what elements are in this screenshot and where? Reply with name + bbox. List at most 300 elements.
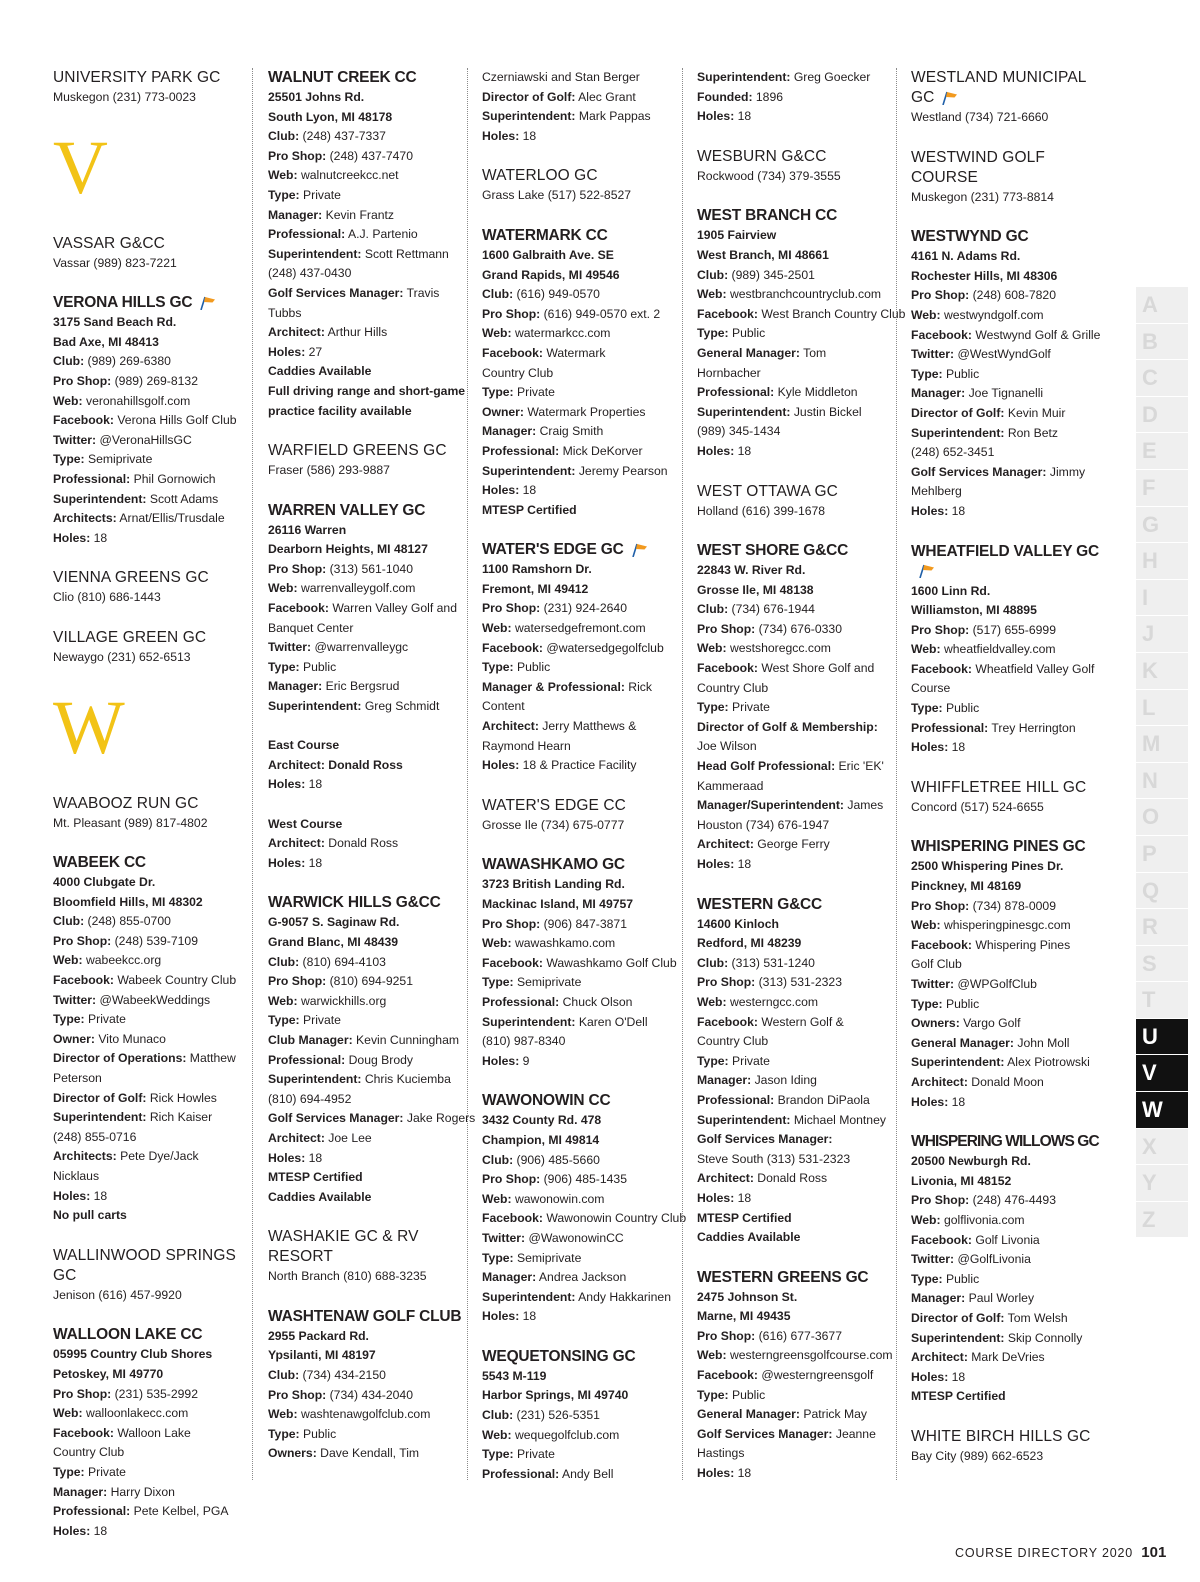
detail-line <box>53 470 253 490</box>
detail-line <box>53 814 253 834</box>
detail-bold: 14600 Kinloch <box>697 916 779 931</box>
detail-label: Web: <box>482 621 512 636</box>
detail-line <box>268 1109 476 1129</box>
detail-line <box>697 107 897 127</box>
course-name-text: VIENNA GREENS GC <box>53 569 209 587</box>
detail-label: Professional: <box>268 227 346 242</box>
detail-line <box>53 1069 253 1089</box>
course-name-text: WESTERN G&CC <box>697 895 823 913</box>
detail-value: Clio (810) 686-1443 <box>53 590 161 605</box>
detail-label: Holes: <box>697 857 735 871</box>
detail-label: Twitter: <box>53 432 97 447</box>
detail-label: Web: <box>697 641 727 656</box>
detail-label: Type: <box>268 1426 300 1441</box>
detail-label: Web: <box>268 581 298 596</box>
detail-value: 9 <box>522 1053 530 1068</box>
detail-value: wawashkamo.com <box>514 936 616 951</box>
detail-bold: Champion, MI 49814 <box>482 1132 600 1147</box>
detail-line <box>53 313 253 333</box>
detail-label: Pro Shop: <box>911 1193 970 1208</box>
detail-value: Wawonowin Country Club <box>546 1211 687 1226</box>
detail-label: Pro Shop: <box>697 1328 756 1343</box>
detail-line <box>911 1053 1111 1073</box>
detail-line <box>53 392 253 412</box>
detail-label: Holes: <box>697 443 735 458</box>
detail-line <box>268 1188 468 1208</box>
detail-line <box>482 816 682 836</box>
index-tab-s[interactable]: S <box>1136 946 1188 983</box>
detail-bold: Full driving range and short-game <box>268 383 466 398</box>
detail-label: Architect: <box>268 1130 325 1145</box>
detail-line <box>268 284 468 304</box>
page-number: 101 <box>1141 1544 1167 1561</box>
detail-value: (810) 694-4103 <box>302 954 386 969</box>
index-tab-z[interactable]: Z <box>1136 1202 1188 1239</box>
detail-line <box>482 1209 687 1229</box>
detail-value: (734) 676-0330 <box>758 621 842 636</box>
detail-label: Web: <box>53 953 83 968</box>
detail-value: Hastings <box>697 1446 745 1461</box>
detail-line <box>482 1307 682 1327</box>
detail-label: Web: <box>268 993 298 1008</box>
detail-bold: 1905 Fairview <box>697 228 777 243</box>
detail-value: Concord (517) 524-6655 <box>911 799 1044 814</box>
detail-line <box>268 382 468 402</box>
course-name-text: WHEATFIELD VALLEY GC <box>911 542 1100 560</box>
detail-label: Type: <box>53 1464 85 1479</box>
detail-value: Eric Bergsrud <box>325 679 400 694</box>
detail-value: Private <box>88 1012 126 1027</box>
course-name-text: WESTERN GREENS GC <box>697 1268 869 1286</box>
detail-label: General Manager: <box>697 1407 800 1422</box>
detail-label: Club: <box>268 129 300 144</box>
detail-label: Pro Shop: <box>482 916 541 931</box>
detail-label: Superintendent: <box>482 109 576 124</box>
detail-label: Type: <box>53 452 85 467</box>
detail-line <box>482 186 682 206</box>
index-tab-w[interactable]: W <box>1136 1092 1188 1129</box>
detail-line <box>53 1108 253 1128</box>
detail-value: Newaygo (231) 652-6513 <box>53 649 191 664</box>
course-entry <box>697 68 897 127</box>
detail-label: Facebook: <box>697 306 758 321</box>
detail-line <box>268 1070 468 1090</box>
detail-line <box>268 1090 468 1110</box>
detail-label: Founded: <box>697 89 753 104</box>
detail-line <box>53 893 253 913</box>
detail-value: Michael Montney <box>793 1112 886 1127</box>
detail-line <box>268 304 468 324</box>
detail-value: Public <box>303 1426 337 1441</box>
detail-line <box>697 1425 897 1445</box>
detail-line <box>268 1031 468 1051</box>
detail-line <box>697 422 897 442</box>
detail-line <box>911 916 1111 936</box>
detail-line <box>482 973 682 993</box>
detail-value: Watermark Properties <box>527 404 646 419</box>
course-name-text: WARFIELD GREENS GC <box>268 442 447 460</box>
detail-value: walloonlakecc.com <box>85 1406 189 1421</box>
detail-label: Type: <box>268 659 300 674</box>
detail-value: (248) 437-7337 <box>302 129 386 144</box>
detail-line <box>53 411 253 431</box>
detail-label: Architect: <box>482 719 539 734</box>
detail-value: Watermark <box>546 345 606 360</box>
detail-line <box>482 1111 682 1131</box>
course-entry <box>911 68 1111 128</box>
detail-line <box>482 993 682 1013</box>
detail-bold: 2475 Johnson St. <box>697 1289 798 1304</box>
detail-label: Facebook: <box>53 973 114 988</box>
detail-bold: Grand Blanc, MI 48439 <box>268 934 399 949</box>
detail-line <box>268 245 468 265</box>
detail-bold: 22843 W. River Rd. <box>697 563 806 578</box>
course-name-text: WALLINWOOD SPRINGS GC <box>53 1246 236 1284</box>
footer-title: COURSE DIRECTORY 2020 <box>955 1546 1133 1560</box>
course-name-text: VERONA HILLS GC <box>53 294 193 312</box>
index-tab-j[interactable]: J <box>1136 616 1188 653</box>
detail-line <box>268 343 468 363</box>
course-name <box>697 895 897 915</box>
course-entry <box>911 778 1111 818</box>
detail-bold: West Branch, MI 48661 <box>697 247 829 262</box>
detail-line <box>911 1270 1111 1290</box>
detail-line <box>268 1386 468 1406</box>
detail-label: Pro Shop: <box>697 975 756 990</box>
index-tab-n[interactable]: N <box>1136 763 1188 800</box>
detail-bold: 3432 County Rd. 478 <box>482 1113 602 1128</box>
detail-value: watersedgefremont.com <box>514 621 646 636</box>
detail-label: Holes: <box>482 1309 520 1324</box>
course-name <box>911 148 1111 188</box>
detail-value: (810) 694-9251 <box>329 974 413 989</box>
detail-line <box>697 954 897 974</box>
detail-line <box>268 1425 468 1445</box>
golf-flag-icon <box>917 564 935 578</box>
detail-line <box>53 1385 253 1405</box>
detail-line <box>911 365 1111 385</box>
detail-label: Web: <box>911 918 941 933</box>
detail-line <box>697 305 906 325</box>
detail-bold: 1100 Ramshorn Dr. <box>482 562 592 577</box>
detail-line <box>268 362 468 382</box>
detail-line <box>911 463 1111 483</box>
detail-line <box>911 660 1111 680</box>
detail-value: Kevin Frantz <box>325 207 394 222</box>
course-entry <box>482 166 682 206</box>
detail-value: Whispering Pines <box>975 937 1071 952</box>
detail-value: James <box>847 798 884 813</box>
detail-value: Private <box>88 1464 126 1479</box>
detail-value: (313) 531-2323 <box>758 975 842 990</box>
detail-line <box>53 450 253 470</box>
detail-label: Director of Golf: <box>53 1090 147 1105</box>
detail-line <box>911 897 1111 917</box>
course-entry <box>911 837 1111 1112</box>
detail-label: Professional: <box>911 720 989 735</box>
detail-bold: MTESP Certified <box>482 502 577 517</box>
detail-label: Owner: <box>53 1031 95 1046</box>
detail-value: Alec Grant <box>578 89 636 104</box>
course-entry <box>482 68 682 146</box>
detail-value: (248) 855-0716 <box>53 1129 137 1144</box>
course-name-text: WAWASHKAMO GC <box>482 856 625 874</box>
detail-value: Westland (734) 721-6660 <box>911 110 1049 124</box>
detail-line <box>268 206 468 226</box>
detail-value: Arnat/Ellis/Trusdale <box>119 511 225 526</box>
detail-line <box>482 127 682 147</box>
course-name-text: WESTWYND GC <box>911 228 1029 246</box>
course-entry <box>268 893 476 1207</box>
detail-label: Architect: <box>911 1350 968 1365</box>
detail-value: Wawashkamo Golf Club <box>546 955 677 970</box>
detail-value: Wheatfield Valley Golf <box>975 661 1095 676</box>
detail-line <box>697 915 897 935</box>
detail-line <box>268 599 468 619</box>
index-tab-q[interactable]: Q <box>1136 873 1188 910</box>
index-tab-v[interactable]: V <box>1136 1055 1188 1092</box>
index-tab-o[interactable]: O <box>1136 799 1188 836</box>
detail-label: Golf Services Manager: <box>911 464 1047 479</box>
detail-line <box>911 955 1111 975</box>
detail-label: Architect: <box>268 836 325 851</box>
detail-label: Pro Shop: <box>268 1387 327 1402</box>
index-tab-f[interactable]: F <box>1136 470 1188 507</box>
detail-line <box>697 777 897 797</box>
course-name-text: WARREN VALLEY GC <box>268 501 426 519</box>
detail-line <box>911 679 1111 699</box>
detail-line <box>697 344 897 364</box>
detail-label: Architect: <box>268 325 325 340</box>
detail-line <box>482 1013 682 1033</box>
golf-flag-icon <box>630 543 648 557</box>
index-tab-b[interactable]: B <box>1136 324 1188 361</box>
detail-value: walnutcreekcc.net <box>300 168 399 183</box>
detail-line <box>911 247 1111 267</box>
detail-line <box>482 1052 682 1072</box>
detail-bold: Golf Services Manager: <box>697 1132 833 1147</box>
course-name-text: WALNUT CREEK CC <box>268 69 417 86</box>
detail-line <box>697 796 897 816</box>
detail-line <box>482 324 682 344</box>
detail-label: Club: <box>697 602 729 617</box>
detail-line <box>482 756 682 776</box>
index-tab-y[interactable]: Y <box>1136 1165 1188 1202</box>
course-entry <box>268 68 468 421</box>
detail-line <box>482 1426 682 1446</box>
detail-label: Type: <box>482 660 514 675</box>
detail-line <box>482 875 682 895</box>
course-name-text: WHITE BIRCH HILLS GC <box>911 1427 1091 1445</box>
detail-value: 27 <box>308 344 323 359</box>
detail-line <box>482 560 682 580</box>
detail-label: Professional: <box>53 1504 131 1519</box>
index-tab-c[interactable]: C <box>1136 360 1188 397</box>
section-letter: V <box>53 125 108 210</box>
index-tab-d[interactable]: D <box>1136 397 1188 434</box>
index-tab-i[interactable]: I <box>1136 580 1188 617</box>
index-tab-t[interactable]: T <box>1136 982 1188 1019</box>
detail-label: Holes: <box>697 109 735 124</box>
detail-label: Type: <box>911 366 943 381</box>
detail-label: Facebook: <box>697 1014 758 1029</box>
detail-value: (248) 608-7820 <box>972 288 1056 303</box>
course-name-text: WATER'S EDGE CC <box>482 796 626 814</box>
detail-value: Scott Rettmann <box>364 246 449 261</box>
detail-label: Pro Shop: <box>911 898 970 913</box>
detail-bold: 05995 Country Club Shores <box>53 1347 213 1362</box>
index-tab-k[interactable]: K <box>1136 653 1188 690</box>
detail-line <box>268 1346 468 1366</box>
index-tab-l[interactable]: L <box>1136 690 1188 727</box>
detail-line <box>697 1307 897 1327</box>
detail-value: 18 & Practice Facility <box>522 758 637 773</box>
detail-line <box>697 679 897 699</box>
detail-line <box>697 1464 897 1484</box>
detail-label: Club: <box>697 955 729 970</box>
detail-label: Twitter: <box>911 977 955 991</box>
detail-value: Rick Howles <box>149 1090 217 1105</box>
detail-label: Director of Golf: <box>482 89 576 104</box>
detail-value: Golf Club <box>911 957 962 972</box>
detail-label: Pro Shop: <box>53 1386 112 1401</box>
course-name <box>911 542 1111 582</box>
spacer <box>268 795 468 815</box>
detail-value: Kyle Middleton <box>777 385 858 400</box>
detail-bold: West Course <box>268 816 343 831</box>
detail-value: (231) 526-5351 <box>516 1408 600 1423</box>
course-name-text: WEST OTTAWA GC <box>697 482 838 500</box>
detail-value: Phil Gornowich <box>133 471 216 486</box>
detail-value: Houston (734) 676-1947 <box>697 817 830 832</box>
detail-label: Manager & Professional: <box>482 679 625 694</box>
detail-label: Architect: <box>911 1074 968 1089</box>
detail-label: Superintendent: <box>268 1072 362 1087</box>
detail-label: Club: <box>482 287 514 302</box>
detail-value: @GolfLivonia <box>957 1252 1031 1267</box>
detail-line <box>697 1032 897 1052</box>
index-tab-h[interactable]: H <box>1136 543 1188 580</box>
course-name-text: WASHAKIE GC & RV RESORT <box>268 1228 419 1266</box>
detail-label: Owners: <box>268 1446 317 1461</box>
detail-line <box>268 1129 468 1149</box>
index-tab-e[interactable]: E <box>1136 433 1188 470</box>
detail-label: Club: <box>697 267 729 282</box>
detail-label: Owner: <box>482 404 524 419</box>
course-name <box>482 540 682 560</box>
detail-line <box>911 582 1111 602</box>
detail-value: Ron Betz <box>1007 425 1058 440</box>
detail-value: Private <box>517 1447 555 1462</box>
course-name-text: WALLOON LAKE CC <box>53 1326 203 1344</box>
detail-value: Arthur Hills <box>327 325 388 340</box>
detail-line <box>53 254 253 274</box>
detail-value: (810) 694-4952 <box>268 1091 352 1106</box>
detail-line <box>911 798 1111 818</box>
detail-bold: 3723 British Landing Rd. <box>482 877 625 892</box>
detail-bold: South Lyon, MI 48178 <box>268 109 393 124</box>
detail-line <box>268 1011 468 1031</box>
detail-value: veronahillsgolf.com <box>85 393 191 408</box>
page-footer <box>955 1544 1166 1561</box>
detail-line <box>268 933 468 953</box>
detail-line <box>697 1386 897 1406</box>
detail-bold: Grand Rapids, MI 49546 <box>482 267 620 282</box>
course-entry <box>482 226 682 520</box>
index-tab-r[interactable]: R <box>1136 909 1188 946</box>
detail-line <box>482 285 682 305</box>
detail-value: 18 <box>951 503 966 518</box>
index-tab-g[interactable]: G <box>1136 507 1188 544</box>
detail-line <box>53 1167 253 1187</box>
detail-line <box>53 971 253 991</box>
course-entry <box>268 1307 468 1464</box>
detail-value: 18 <box>522 128 537 143</box>
detail-line <box>482 1151 682 1171</box>
detail-label: Type: <box>911 1271 943 1286</box>
detail-line <box>697 757 897 777</box>
detail-line <box>911 1250 1111 1270</box>
detail-line <box>482 934 682 954</box>
course-name <box>911 837 1111 857</box>
detail-line <box>482 442 682 462</box>
detail-value: Donald Ross <box>328 757 403 772</box>
detail-label: Facebook: <box>911 937 972 952</box>
course-name-text: UNIVERSITY PARK GC <box>53 69 221 86</box>
detail-value: Andrea Jackson <box>538 1270 627 1285</box>
detail-value: (248) 476-4493 <box>972 1193 1056 1208</box>
detail-value: Content <box>482 699 525 714</box>
detail-value: washtenawgolfclub.com <box>300 1407 431 1422</box>
index-tab-u[interactable]: U <box>1136 1019 1188 1056</box>
course-name <box>53 293 253 313</box>
detail-line <box>268 1444 468 1464</box>
index-tab-p[interactable]: P <box>1136 836 1188 873</box>
detail-label: Manager/Superintendent: <box>697 798 844 813</box>
course-entry <box>268 441 468 481</box>
course-name <box>482 1091 682 1111</box>
detail-bold: 20500 Newburgh Rd. <box>911 1154 1031 1169</box>
detail-value: (616) 677-3677 <box>758 1328 842 1343</box>
detail-label: Architects: <box>53 511 117 526</box>
detail-line <box>911 424 1111 444</box>
detail-line <box>697 1071 897 1091</box>
detail-label: Pro Shop: <box>53 373 112 388</box>
detail-line <box>911 995 1111 1015</box>
detail-bold: Livonia, MI 48152 <box>911 1173 1012 1188</box>
detail-label: Web: <box>53 393 83 408</box>
index-tab-m[interactable]: M <box>1136 726 1188 763</box>
detail-line <box>911 975 1111 995</box>
course-name-text: WAABOOZ RUN GC <box>53 794 199 812</box>
detail-value: (313) 531-1240 <box>731 955 815 970</box>
section-letter: W <box>53 685 125 770</box>
detail-label: Type: <box>482 385 514 400</box>
detail-label: Manager: <box>268 207 323 222</box>
detail-line <box>911 1231 1111 1251</box>
detail-label: Architects: <box>53 1149 117 1164</box>
detail-value: @westerngreensgolf <box>761 1368 874 1383</box>
detail-line <box>911 345 1111 365</box>
index-tab-x[interactable]: X <box>1136 1129 1188 1166</box>
detail-line <box>911 404 1111 424</box>
index-tab-a[interactable]: A <box>1136 287 1188 324</box>
detail-bold: Caddies Available <box>268 364 372 379</box>
course-name-text: WEQUETONSING GC <box>482 1347 636 1365</box>
detail-label: Pro Shop: <box>911 622 970 637</box>
course-name <box>482 855 682 875</box>
detail-label: Golf Services Manager: <box>268 1111 404 1126</box>
